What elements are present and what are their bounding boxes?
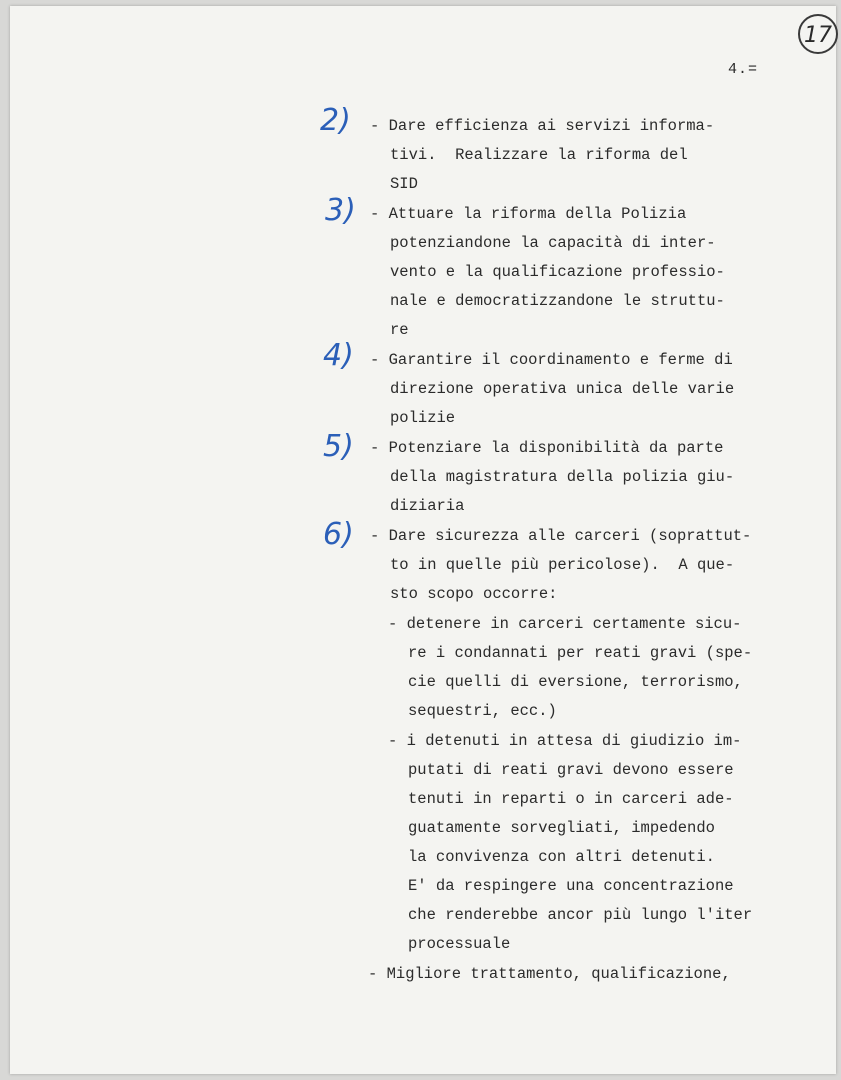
typed-line: direzione operativa unica delle varie <box>390 380 735 398</box>
handwritten-number-4: 4) <box>323 338 354 373</box>
handwritten-number-6: 6) <box>323 517 354 552</box>
typed-line: - Migliore trattamento, qualificazione, <box>368 965 731 983</box>
typed-line: che renderebbe ancor più lungo l'iter <box>408 906 753 924</box>
typed-line: guatamente sorvegliati, impedendo <box>408 819 715 837</box>
typed-line: re <box>390 321 409 339</box>
typed-line: vento e la qualificazione professio- <box>390 263 725 281</box>
typed-line: to in quelle più pericolose). A que- <box>390 556 735 574</box>
typed-line: - Dare sicurezza alle carceri (soprattut- <box>370 527 752 545</box>
document-page <box>10 6 836 1074</box>
typed-line: - Attuare la riforma della Polizia <box>370 205 687 223</box>
typed-line: nale e democratizzandone le struttu- <box>390 292 725 310</box>
typed-line: - detenere in carceri certamente sicu- <box>388 615 742 633</box>
typed-line: tivi. Realizzare la riforma del <box>390 146 688 164</box>
typed-line: diziaria <box>390 497 465 515</box>
typed-line: della magistratura della polizia giu- <box>390 468 735 486</box>
typed-line: processuale <box>408 935 511 953</box>
typed-line: - Garantire il coordinamento e ferme di <box>370 351 733 369</box>
typed-line: E' da respingere una concentrazione <box>408 877 734 895</box>
typed-line: re i condannati per reati gravi (spe- <box>408 644 753 662</box>
typed-line: potenziandone la capacità di inter- <box>390 234 716 252</box>
typed-line: - Dare efficienza ai servizi informa- <box>370 117 715 135</box>
page-stamp: 17 <box>798 14 838 54</box>
typed-line: sto scopo occorre: <box>390 585 558 603</box>
handwritten-number-5: 5) <box>323 429 354 464</box>
handwritten-number-2: 2) <box>320 103 351 138</box>
typed-line: putati di reati gravi devono essere <box>408 761 734 779</box>
typed-line: - Potenziare la disponibilità da parte <box>370 439 724 457</box>
typed-line: SID <box>390 175 418 193</box>
typed-line: sequestri, ecc.) <box>408 702 557 720</box>
handwritten-number-3: 3) <box>325 193 356 228</box>
typed-line: la convivenza con altri detenuti. <box>408 848 715 866</box>
page-number: 4.= <box>728 61 759 78</box>
typed-line: - i detenuti in attesa di giudizio im- <box>388 732 742 750</box>
typed-line: cie quelli di eversione, terrorismo, <box>408 673 743 691</box>
typed-line: polizie <box>390 409 456 427</box>
typed-line: tenuti in reparti o in carceri ade- <box>408 790 734 808</box>
